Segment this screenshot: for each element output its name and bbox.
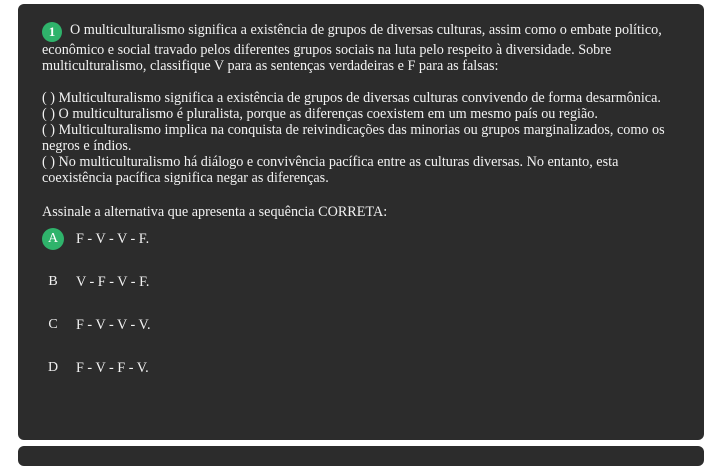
question-intro-text: O multiculturalismo significa a existência de grupos de diversas culturas, assim como o embate político, econômico e social travado pelos diferentes grupos sociais na luta pelo respeito à diversidade. Sobre multiculturalismo, classifique V para as sentenças verdadeiras e F para as falsas:: [42, 22, 662, 74]
option-d[interactable]: [42, 357, 680, 379]
option-text-c[interactable]: F - V - V - V.: [76, 317, 151, 333]
option-text-b[interactable]: V - F - V - F.: [76, 274, 150, 290]
answer-options: [42, 228, 680, 379]
question-instruction: Assinale a alternativa que apresenta a sequência CORRETA:: [42, 204, 388, 220]
statement-item: ( ) No multiculturalismo há diálogo e convivência pacífica entre as culturas diversas. No entanto, esta coexistência pacífica significa negar as diferenças.: [42, 154, 619, 186]
question-card: [18, 4, 704, 440]
statement-item: ( ) O multiculturalismo é pluralista, porque as diferenças coexistem em um mesmo país ou região.: [42, 106, 598, 122]
option-letter-b[interactable]: B: [48, 274, 58, 289]
option-text-a[interactable]: F - V - V - F.: [76, 231, 150, 247]
question-intro: [42, 22, 680, 74]
option-a[interactable]: [42, 228, 680, 250]
statement-item: ( ) Multiculturalismo implica na conquista de reivindicações das minorias ou grupos marginalizados, como os negros e índios.: [42, 122, 665, 154]
statements-list: [42, 90, 680, 186]
option-b[interactable]: [42, 271, 680, 293]
option-letter-c[interactable]: C: [48, 317, 58, 332]
option-text-d[interactable]: F - V - F - V.: [76, 360, 149, 376]
statement-item: ( ) Multiculturalismo significa a existência de grupos de diversas culturas convivendo de forma desarmônica.: [42, 90, 661, 106]
question-number-badge: 1: [42, 22, 62, 42]
next-card-edge: [18, 446, 704, 466]
option-letter-a[interactable]: A: [42, 228, 64, 250]
option-c[interactable]: [42, 314, 680, 336]
option-letter-d[interactable]: D: [47, 360, 59, 375]
